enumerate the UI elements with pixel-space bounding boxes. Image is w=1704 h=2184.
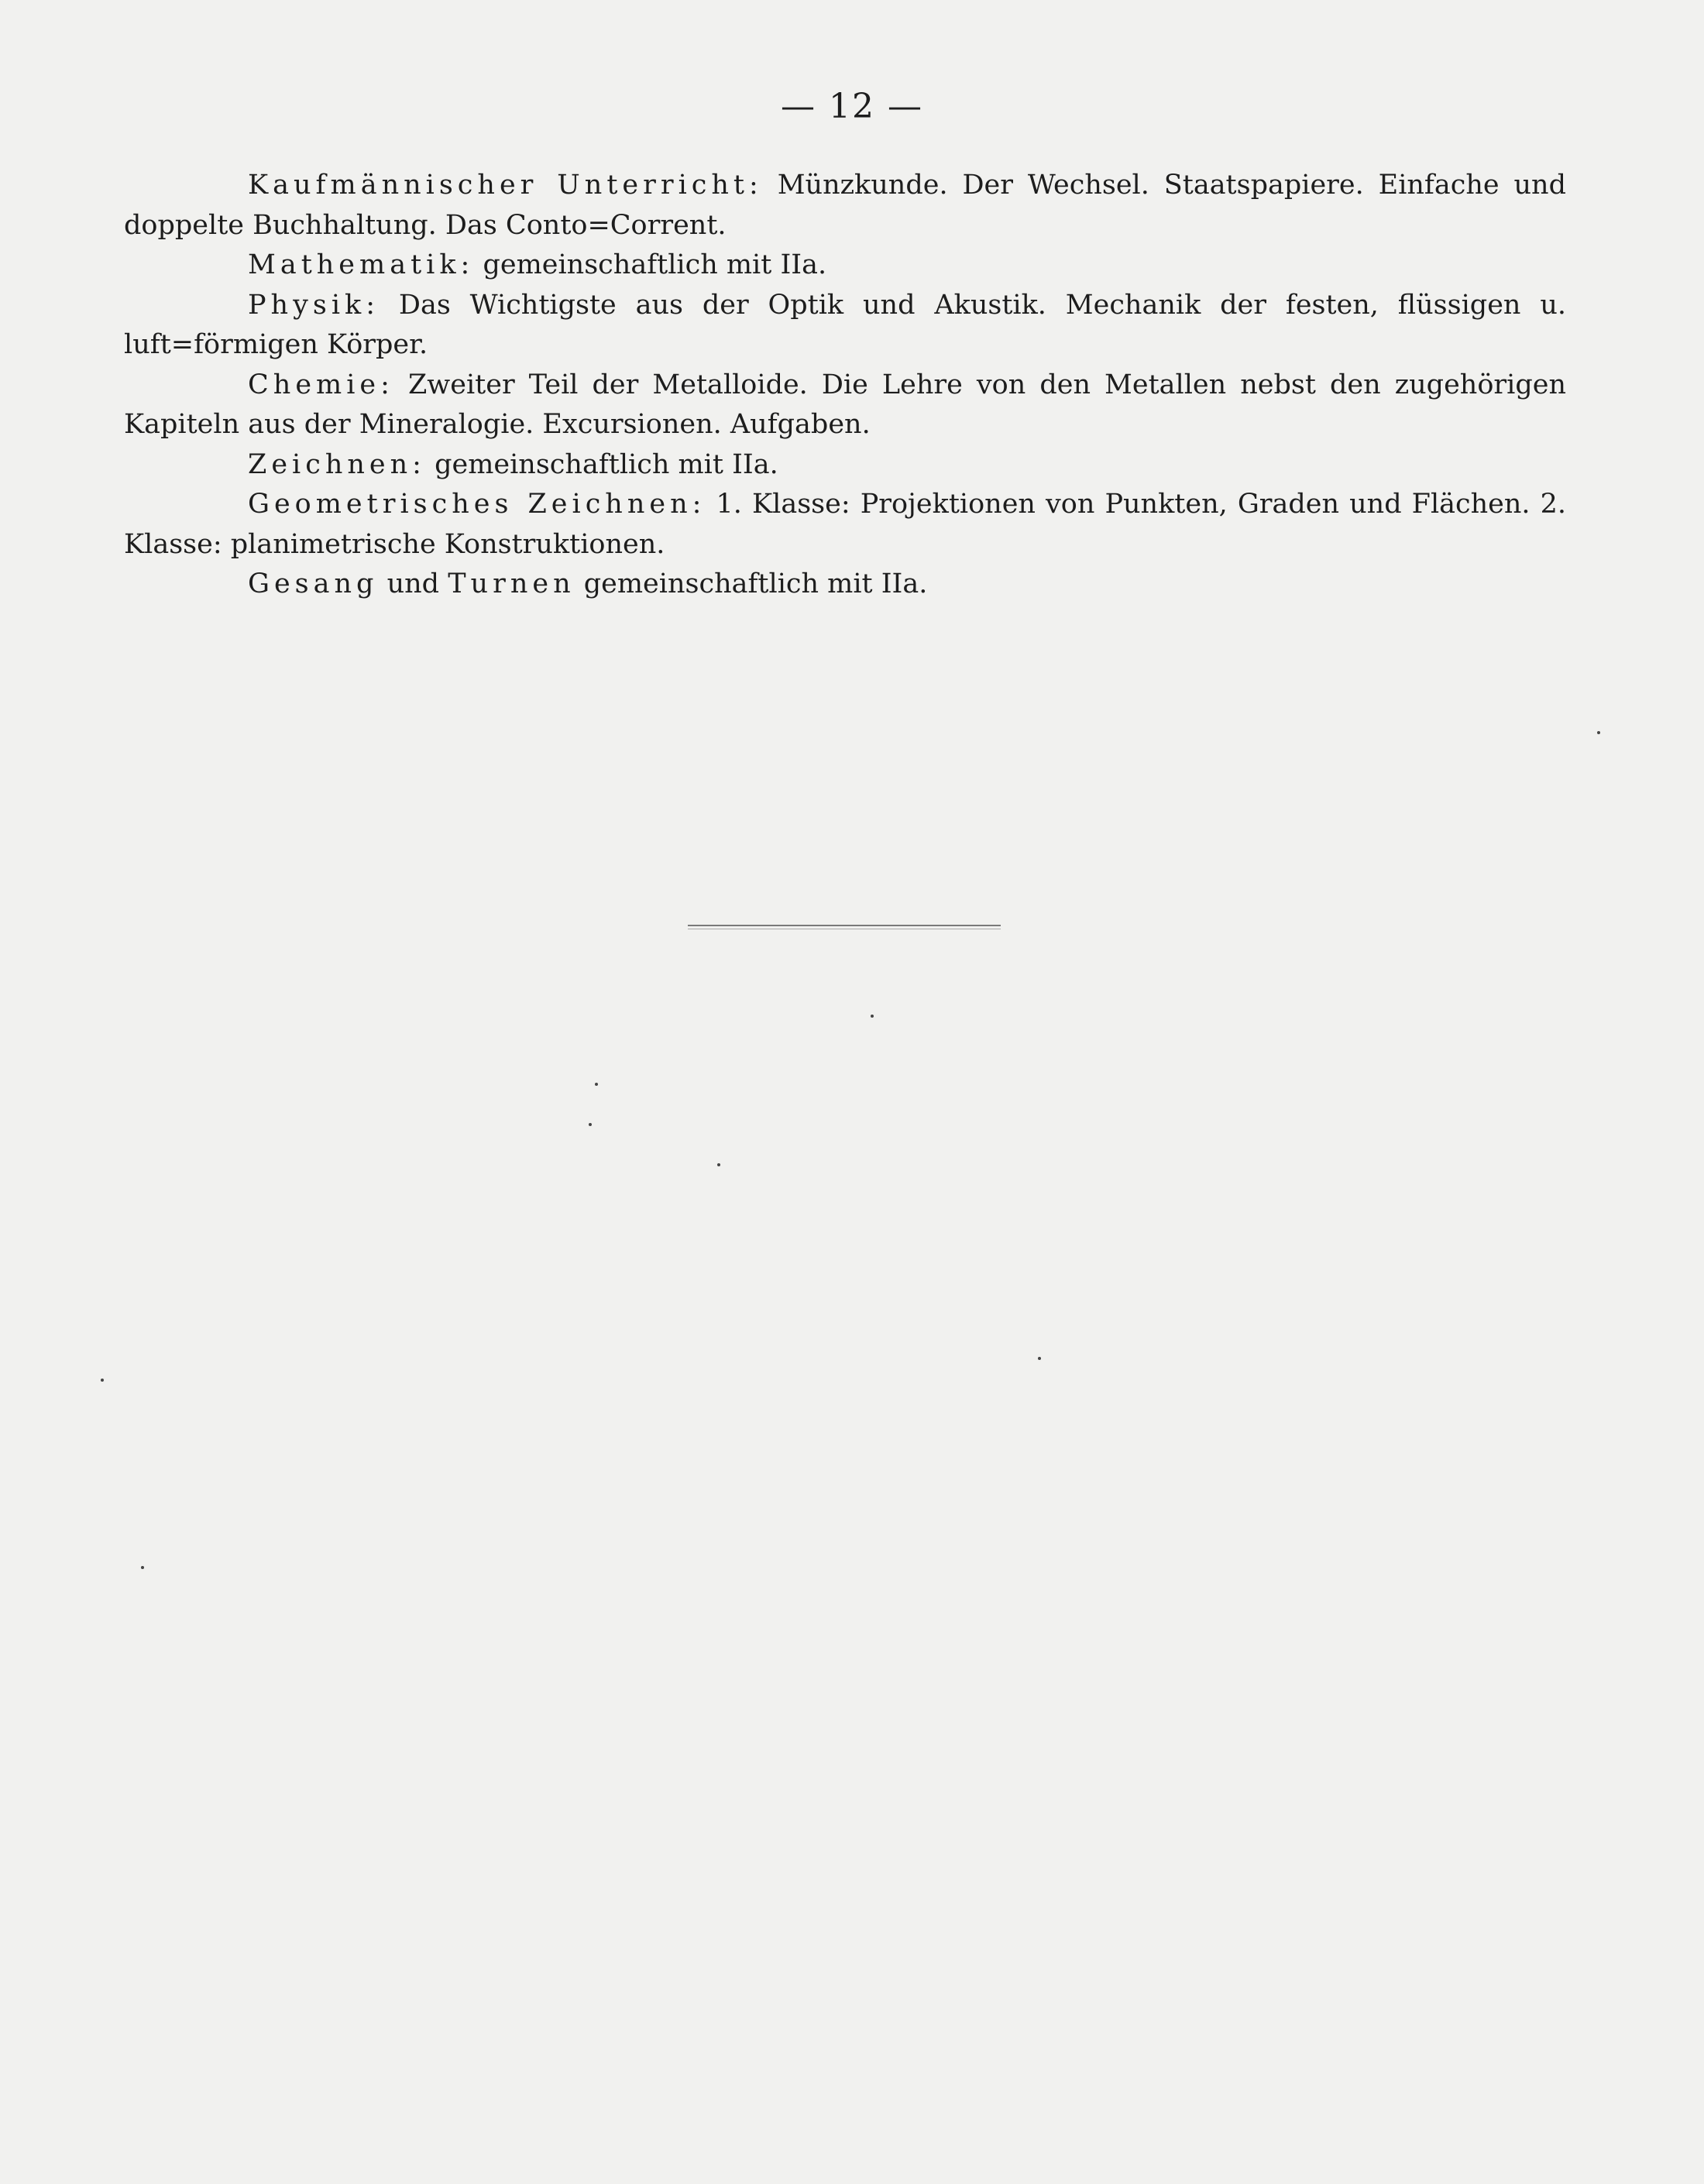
subject-text: Münzkunde. Der Wechsel. Staatspapiere. Einfache und doppelte Buchhaltung. Das Conto=Corrent. (124, 170, 1566, 241)
paragraph-physics (124, 286, 1566, 366)
subject-text: Das Wichtigste aus der Optik und Akustik. Mechanik der festen, flüssigen u. luft=förmigen Körper. (124, 289, 1566, 360)
paper-speck (589, 1123, 592, 1126)
subject-text: gemeinschaftlich mit IIa. (474, 249, 827, 280)
paper-speck (717, 1163, 720, 1166)
page-number: — 12 — (781, 87, 923, 126)
subject-label: Kaufmännischer Unterricht: (248, 170, 763, 201)
subject-label: Mathematik: (248, 249, 475, 280)
subject-label-secondary: Turnen (448, 568, 575, 599)
paper-speck (871, 1015, 874, 1018)
curriculum-text (124, 166, 1566, 605)
subject-text: gemeinschaftlich mit IIa. (425, 448, 778, 480)
subject-label: Gesang (248, 568, 379, 599)
subject-label: Zeichnen: (248, 448, 426, 480)
paper-speck (1038, 1357, 1041, 1360)
paper-speck (101, 1379, 104, 1382)
paper-speck (1597, 731, 1600, 734)
subject-text: 1. Klasse: Projektionen von Punkten, Graden und Flächen. 2. Klasse: planimetrische Konstruktionen. (124, 489, 1566, 560)
paragraph-mathematics (124, 246, 1566, 286)
paragraph-commercial-instruction (124, 166, 1566, 246)
subject-label: Chemie: (248, 369, 394, 400)
subject-connector: und (378, 568, 448, 599)
paragraph-geometric-drawing (124, 485, 1566, 565)
section-separator-rule (688, 925, 1001, 926)
paragraph-drawing (124, 445, 1566, 486)
paper-speck (595, 1083, 598, 1086)
subject-label: Geometrisches Zeichnen: (248, 489, 706, 520)
paragraph-singing-gymnastics (124, 565, 1566, 605)
subject-text: gemeinschaftlich mit IIa. (575, 568, 928, 599)
subject-text: Zweiter Teil der Metalloide. Die Lehre von den Metallen nebst den zugehörigen Kapiteln aus der Mineralogie. Excursionen. Aufgaben. (124, 369, 1566, 440)
subject-label: Physik: (248, 289, 380, 321)
paragraph-chemistry (124, 366, 1566, 445)
paper-speck (141, 1566, 144, 1569)
